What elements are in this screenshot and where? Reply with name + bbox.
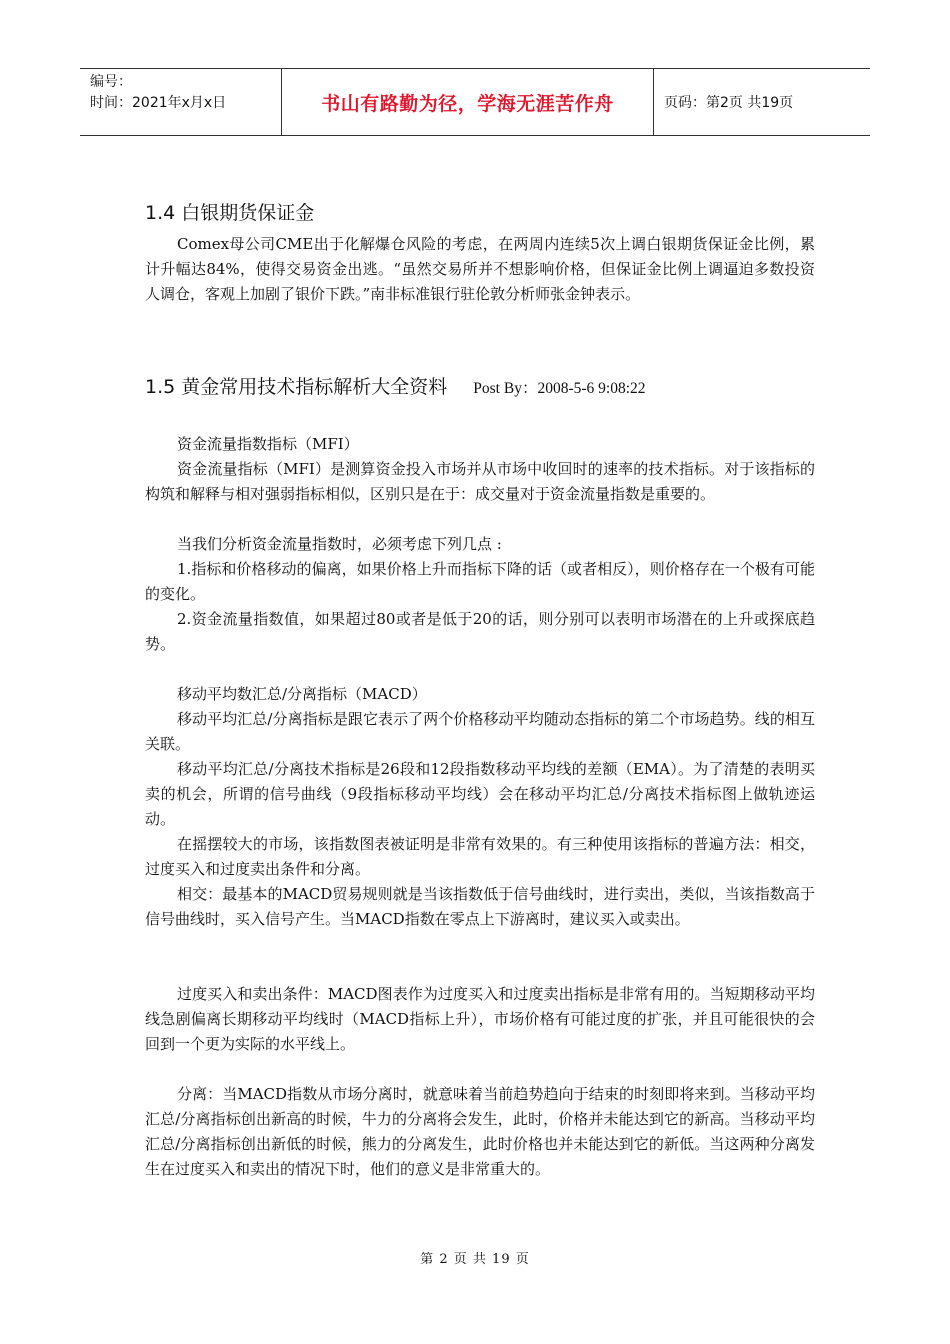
macd-ema-paragraph: 移动平均汇总/分离技术指标是26段和12段指数移动平均线的差额（EMA）。为了清楚的表明买卖的机会，所谓的信号曲线（9段指标移动平均线）会在移动平均汇总/分离技术指标图上做轨迹运动。 (145, 760, 815, 828)
document-date-label: 时间：2021年x月x日 (90, 95, 227, 111)
page-footer: 第 2 页 共 19 页 (420, 1252, 530, 1267)
mfi-description: 资金流量指标（MFI）是测算资金投入市场并从市场中收回时的速率的技术指标。对于该指标的构筑和解释与相对强弱指标相似，区别只是在于：成交量对于资金流量指数是重要的。 (145, 460, 815, 503)
macd-overbought-paragraph: 过度买入和卖出条件：MACD图表作为过度买入和过度卖出指标是非常有用的。当短期移动平均线急剧偏离长期移动平均线时（MACD指标上升），市场价格有可能过度的扩张，并且可能很快的会回到一个更为实际的水平线上。 (145, 985, 815, 1053)
macd-usage-paragraph: 在摇摆较大的市场，该指数图表被证明是非常有效果的。有三种使用该指标的普遍方法：相交，过度买入和过度卖出条件和分离。 (145, 835, 815, 878)
macd-subheading: 移动平均数汇总/分离指标（MACD） (177, 685, 427, 703)
macd-crossover-paragraph: 相交：最基本的MACD贸易规则就是当该指数低于信号曲线时，进行卖出，类似，当该指数高于信号曲线时，买入信号产生。当MACD指数在零点上下游离时，建议买入或卖出。 (145, 885, 815, 928)
document-number-label: 编号： (90, 74, 132, 90)
section-1-4-title: 1.4 白银期货保证金 (145, 202, 315, 224)
macd-divergence-paragraph: 分离：当MACD指数从市场分离时，就意味着当前趋势趋向于结束的时刻即将来到。当移动平均汇总/分离指标创出新高的时候，牛力的分离将会发生，此时，价格并未能达到它的新高。当移动平均汇总/分离指标创出新低的时候，熊力的分离发生，此时价格也并未能达到它的新低。当这两种分离发生在过度买入和卖出的情况下时，他们的意义是非常重大的。 (145, 1085, 815, 1178)
header-meta (80, 69, 282, 135)
mfi-considerations-intro: 当我们分析资金流量指数时，必须考虑下列几点 : (177, 535, 502, 553)
header-page-label: 页码：第2页 共19页 (664, 95, 794, 111)
mfi-point-2: 2.资金流量指数值，如果超过80或者是低于20的话，则分别可以表明市场潜在的上升或探底趋势。 (145, 610, 815, 653)
post-by-label: Post By：2008-5-6 9:08:22 (473, 380, 646, 397)
section-1-4-paragraph: Comex母公司CME出于化解爆仓风险的考虑，在两周内连续5次上调白银期货保证金比例，累计升幅达84%，使得交易资金出逃。“虽然交易所并不想影响价格，但保证金比例上调逼迫多数投资人调仓，客观上加剧了银价下跌。”南非标准银行驻伦敦分析师张金钟表示。 (145, 235, 815, 303)
section-1-5-heading (145, 372, 646, 399)
mfi-subheading: 资金流量指数指标（MFI） (177, 435, 359, 453)
header-motto: 书山有路勤为径，学海无涯苦作舟 (282, 69, 654, 135)
macd-description: 移动平均汇总/分离指标是跟它表示了两个价格移动平均随动态指标的第二个市场趋势。线的相互关联。 (145, 710, 815, 753)
mfi-point-1: 1.指标和价格移动的偏离，如果价格上升而指标下降的话（或者相反），则价格存在一个极有可能的变化。 (145, 560, 815, 603)
section-1-5-title: 1.5 黄金常用技术指标解析大全资料 (145, 376, 448, 398)
page-header (80, 68, 870, 136)
